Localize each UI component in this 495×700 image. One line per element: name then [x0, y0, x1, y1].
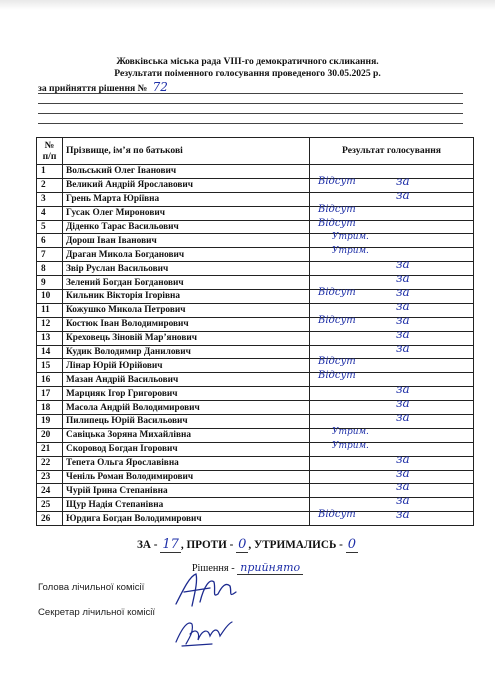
vote-result-cell — [310, 248, 474, 262]
deputy-name: Креховець Зіновій Мар’янович — [63, 331, 310, 345]
divider-line — [38, 113, 463, 114]
handwritten-vote: за — [396, 382, 410, 397]
vote-result-cell — [310, 479, 474, 498]
deputy-name: Гусак Олег Миронович — [63, 206, 310, 220]
row-number: 18 — [37, 401, 63, 415]
handwritten-vote: за — [396, 257, 410, 272]
table-row — [37, 428, 474, 442]
divider-line — [38, 93, 463, 94]
deputy-name: Костюк Іван Володимирович — [63, 317, 310, 331]
vote-result-cell — [310, 465, 474, 484]
roll-call-table — [36, 137, 474, 526]
row-number: 13 — [37, 331, 63, 345]
deputy-name: Савіцька Зоряна Михайлівна — [63, 428, 310, 442]
handwritten-vote: за — [396, 187, 410, 202]
table-row — [37, 206, 474, 220]
deputy-name: Дорош Іван Іванович — [63, 234, 310, 248]
row-number: 15 — [37, 359, 63, 373]
handwritten-vote: за — [396, 465, 410, 480]
deputy-name: Тепета Ольга Ярославівна — [63, 456, 310, 470]
row-number: 6 — [37, 234, 63, 248]
table-row — [37, 220, 474, 234]
deputy-name: Мазан Андрій Васильович — [63, 373, 310, 387]
row-number: 26 — [37, 512, 63, 526]
deputy-name: Діденко Тарас Васильович — [63, 220, 310, 234]
handwritten-note: Відсут — [318, 370, 356, 382]
table-row — [37, 345, 474, 359]
vote-result-cell — [310, 326, 474, 345]
divider-line — [38, 123, 463, 124]
row-number: 20 — [37, 428, 63, 442]
handwritten-note: Утрим. — [332, 246, 369, 257]
column-header-number — [37, 138, 63, 165]
handwritten-note: Відсут — [318, 175, 356, 187]
deputy-name: Великий Андрій Ярославович — [63, 178, 310, 192]
vote-result-cell — [310, 312, 474, 331]
vote-result-cell — [310, 396, 474, 415]
row-number: 10 — [37, 290, 63, 304]
row-number: 16 — [37, 373, 63, 387]
deputy-name: Кудик Володимир Данилович — [63, 345, 310, 359]
vote-result-cell — [310, 442, 474, 456]
deputy-name: Вольський Олег Іванович — [63, 165, 310, 179]
handwritten-note: Утрим. — [332, 426, 369, 437]
deputy-name: Скоровод Богдан Ігорович — [63, 442, 310, 456]
table-row — [37, 234, 474, 248]
row-number: 19 — [37, 415, 63, 429]
handwritten-note: Відсут — [318, 287, 356, 299]
row-number: 11 — [37, 303, 63, 317]
handwritten-vote: за — [396, 298, 410, 313]
vote-results-title: Результати поіменного голосування проведеного 30.05.2025 р. — [114, 68, 381, 79]
row-number: 8 — [37, 262, 63, 276]
vote-result-cell — [310, 285, 474, 304]
against-count: 0 — [238, 537, 247, 552]
result-value: прийнято — [237, 561, 303, 575]
handwritten-note: Відсут — [318, 509, 356, 521]
divider-line — [38, 103, 463, 104]
handwritten-vote: за — [396, 285, 410, 300]
council-title: Жовківська міська рада VIII-го демократичного скликання. — [116, 56, 379, 67]
handwritten-note: Утрим. — [332, 440, 369, 451]
deputy-name: Масола Андрій Володимирович — [63, 401, 310, 415]
abstained-count: 0 — [347, 537, 356, 552]
handwritten-vote: за — [396, 396, 410, 411]
table-row — [37, 359, 474, 373]
decision-result — [0, 561, 495, 574]
against-label: , ПРОТИ - — [180, 539, 234, 551]
deputy-name: Марцияк Ігор Григорович — [63, 387, 310, 401]
deputy-name: Лінар Юрій Юрійович — [63, 359, 310, 373]
handwritten-vote: за — [396, 340, 410, 355]
table-row — [37, 192, 474, 206]
row-number: 23 — [37, 470, 63, 484]
vote-result-cell — [310, 382, 474, 401]
vote-totals — [0, 537, 495, 552]
row-number: 7 — [37, 248, 63, 262]
row-number: 3 — [37, 192, 63, 206]
secretary-signature — [172, 614, 238, 650]
handwritten-note: Утрим. — [332, 232, 369, 243]
row-number: 12 — [37, 317, 63, 331]
handwritten-vote: за — [396, 173, 410, 188]
row-number: 24 — [37, 484, 63, 498]
handwritten-note: Відсут — [318, 314, 356, 326]
chair-signature — [170, 568, 242, 612]
handwritten-vote: за — [396, 493, 410, 508]
table-row — [37, 415, 474, 429]
deputy-name: Кожушко Микола Петрович — [63, 303, 310, 317]
handwritten-vote: за — [396, 479, 410, 494]
row-number: 9 — [37, 276, 63, 290]
handwritten-vote: за — [396, 312, 410, 327]
handwritten-note: Відсут — [318, 217, 356, 229]
handwritten-note: Відсут — [318, 356, 356, 368]
row-number: 4 — [37, 206, 63, 220]
vote-result-cell — [310, 451, 474, 470]
table-row — [37, 512, 474, 526]
deputy-name: Пилипець Юрій Васильович — [63, 415, 310, 429]
table-header-row — [37, 138, 474, 165]
row-number: 21 — [37, 442, 63, 456]
deputy-name: Драган Микола Богданович — [63, 248, 310, 262]
decision-number: 72 — [152, 80, 168, 94]
deputy-name: Зелений Богдан Богданович — [63, 276, 310, 290]
row-number: 2 — [37, 178, 63, 192]
column-header-number-text: № п/п — [42, 140, 57, 162]
deputy-name: Щур Надія Степанівна — [63, 498, 310, 512]
for-label: ЗА - — [137, 539, 158, 551]
secretary-label: Секретар лічильної комісії — [38, 607, 156, 618]
vote-result-cell — [310, 257, 474, 276]
handwritten-vote: за — [396, 271, 410, 286]
row-number: 25 — [37, 498, 63, 512]
chair-label: Голова лічильної комісії — [38, 582, 145, 593]
handwritten-vote: за — [396, 326, 410, 341]
column-header-result: Результат голосування — [310, 138, 474, 165]
abstained-label: , УТРИМАЛИСЬ - — [248, 539, 343, 551]
deputy-name: Ченіль Роман Володимирович — [63, 470, 310, 484]
vote-result-cell — [310, 370, 474, 387]
scan-edge-shadow — [0, 0, 495, 10]
row-number: 1 — [37, 165, 63, 179]
for-count: 17 — [162, 537, 179, 552]
handwritten-vote: за — [396, 451, 410, 466]
handwritten-vote: за — [396, 507, 410, 522]
deputy-name: Грень Марта Юріївна — [63, 192, 310, 206]
result-label: Рішення - — [191, 563, 235, 574]
deputy-name: Юрдига Богдан Володимирович — [63, 512, 310, 526]
deputy-name: Кильник Вікторія Ігорівна — [63, 290, 310, 304]
handwritten-vote: за — [396, 410, 410, 425]
row-number: 5 — [37, 220, 63, 234]
row-number: 17 — [37, 387, 63, 401]
handwritten-note: Відсут — [318, 203, 356, 215]
vote-result-cell — [310, 173, 474, 192]
row-number: 14 — [37, 345, 63, 359]
deputy-name: Звір Руслан Васильович — [63, 262, 310, 276]
vote-result-cell — [310, 507, 474, 526]
decision-label: за прийняття рішення № — [38, 83, 148, 94]
row-number: 22 — [37, 456, 63, 470]
deputy-name: Чурій Ірина Степанівна — [63, 484, 310, 498]
decision-line — [38, 80, 168, 94]
column-header-name: Прізвище, ім’я по батькові — [63, 138, 310, 165]
